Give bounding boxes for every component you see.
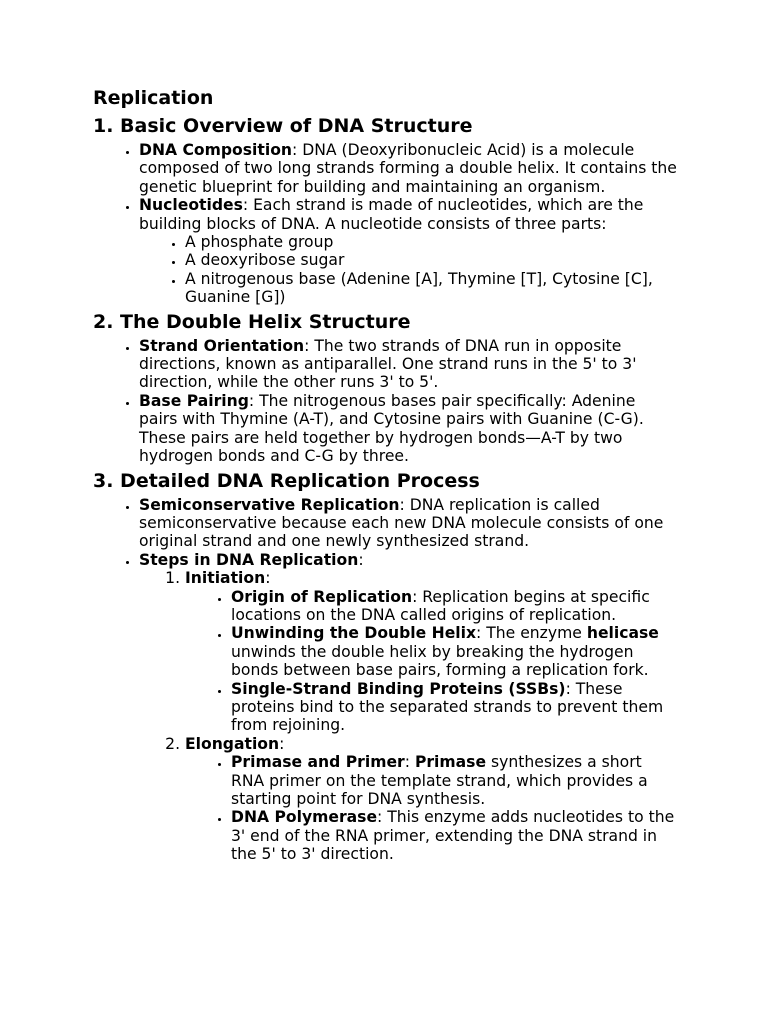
term-polymerase: DNA Polymerase	[231, 808, 378, 827]
list-item-origin	[231, 588, 678, 625]
list-item-base-pairing	[139, 392, 678, 466]
list-item: • A deoxyribose sugar	[185, 251, 678, 269]
section-3-heading: 3. Detailed DNA Replication Process	[93, 469, 480, 492]
text-nucleotides: : Each strand is made of nucleotides, which are the building blocks of DNA. A nucleotide consists of three parts:	[139, 196, 644, 233]
text-unwinding-1: : The enzyme	[476, 624, 587, 643]
list-item-unwinding	[231, 624, 678, 679]
text-primase: synthesizes a short RNA primer on the template strand, which provides a starting point for DNA synthesis.	[231, 753, 648, 808]
step-elongation	[185, 735, 678, 864]
text-strand-orientation: : The two strands of DNA run in opposite directions, known as antiparallel. One strand runs in the 5' to 3' direction, while the other runs 3' to 5'.	[139, 336, 637, 392]
colon: :	[358, 550, 364, 569]
list-item: • A nitrogenous base (Adenine [A], Thymine [T], Cytosine [C], Guanine [G])	[185, 270, 678, 307]
list-item-dna-composition	[139, 141, 678, 196]
term-base-pairing: Base Pairing	[139, 391, 249, 410]
term-dna-composition: DNA Composition	[139, 141, 293, 159]
list-item: • A phosphate group	[185, 233, 678, 251]
text-polymerase: : This enzyme adds nucleotides to the 3' end of the RNA primer, extending the DNA strand in the 5' to 3' direction.	[231, 808, 675, 864]
term-steps: Steps in DNA Replication	[139, 550, 359, 569]
text-ssb: : These proteins bind to the separated strands to prevent them from rejoining.	[231, 679, 664, 735]
section-2-heading: 2. The Double Helix Structure	[93, 310, 411, 333]
term-unwinding: Unwinding the Double Helix	[231, 624, 477, 643]
section-3-list	[139, 496, 678, 864]
elongation-list	[231, 753, 678, 863]
text-unwinding-2: unwinds the double helix by breaking the hydrogen bonds between base pairs, forming a replication fork.	[231, 642, 649, 680]
nucleotide-parts-list	[185, 233, 678, 307]
section-1-heading: 1. Basic Overview of DNA Structure	[93, 115, 473, 137]
separator: :	[404, 753, 415, 772]
term-origin: Origin of Replication	[231, 587, 413, 606]
term-ssb: Single-Strand Binding Proteins (SSBs)	[231, 679, 566, 698]
list-item-ssb	[231, 680, 678, 735]
list-item-strand-orientation	[139, 337, 678, 392]
list-item-primase	[231, 753, 678, 808]
colon: :	[279, 734, 285, 753]
step-initiation	[185, 569, 678, 735]
text-origin: : Replication begins at specific locations on the DNA called origins of replication.	[231, 587, 650, 624]
document-title: Replication	[93, 87, 214, 109]
text-dna-composition: : DNA (Deoxyribonucleic Acid) is a molecule composed of two long strands forming a double helix. It contains the genetic blueprint for building and maintaining an organism.	[139, 141, 677, 196]
text-semiconservative: : DNA replication is called semiconservative because each new DNA molecule consists of one original strand and one newly synthesized strand.	[139, 495, 664, 551]
term-strand-orientation: Strand Orientation	[139, 336, 305, 355]
list-item-nucleotides	[139, 196, 678, 306]
section-2-list	[139, 337, 678, 466]
term-primase: Primase	[414, 753, 487, 772]
colon: :	[265, 569, 271, 588]
term-elongation: Elongation	[185, 734, 280, 753]
term-nucleotides: Nucleotides	[139, 196, 243, 215]
text-base-pairing: : The nitrogenous bases pair specifically: Adenine pairs with Thymine (A-T), and Cytosine pairs with Guanine (C-G). These pairs are held together by hydrogen bonds—A-T by two hydrogen bonds and C-G by three.	[139, 391, 644, 466]
list-item-steps	[139, 551, 678, 864]
term-helicase: helicase	[586, 624, 659, 643]
section-1-list	[139, 141, 678, 307]
term-initiation: Initiation	[185, 569, 266, 588]
steps-list	[185, 569, 678, 864]
initiation-list	[231, 588, 678, 735]
list-item-polymerase	[231, 808, 678, 863]
list-item-semiconservative	[139, 496, 678, 551]
term-primase-primer: Primase and Primer	[231, 753, 405, 772]
term-semiconservative: Semiconservative Replication	[139, 495, 400, 514]
